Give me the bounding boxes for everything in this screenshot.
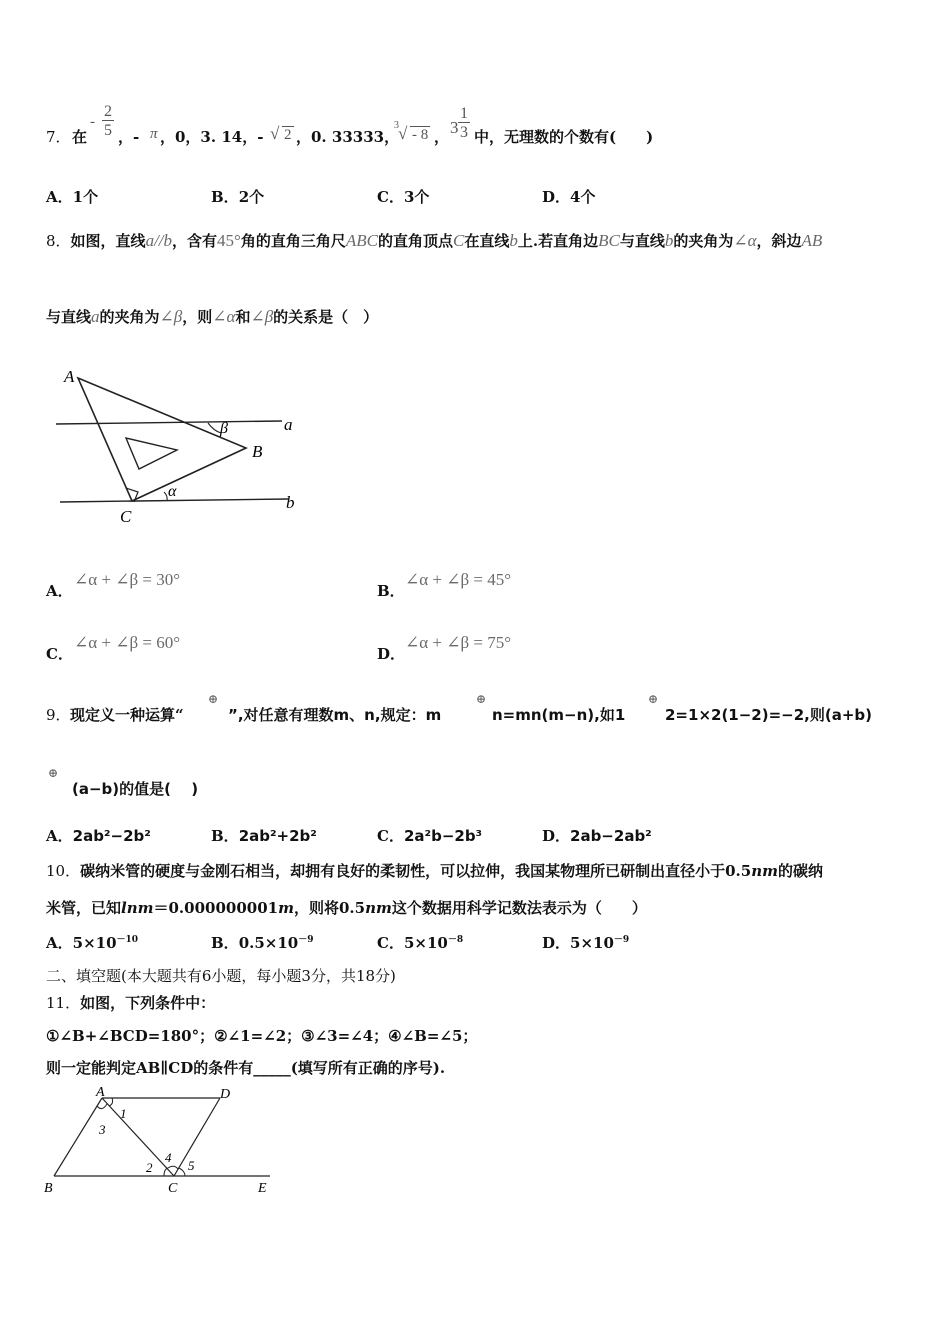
q9-text-3: n=mn(m−n),如1 (492, 706, 626, 724)
q11-label-1: 1 (120, 1106, 127, 1121)
q8-option-d-label[interactable]: D． (377, 645, 406, 663)
q7-cube-index: 3 (394, 120, 399, 131)
q7-tail: 中，无理数的个数有( ) (474, 128, 654, 146)
q11-label-2: 2 (146, 1160, 153, 1175)
q8-line-2: 与直线a的夹角为∠β，则∠α和∠β的关系是（ ） (46, 307, 379, 326)
section-2-heading: 二、填空题(本大题共有6小题，每小题3分，共18分) (46, 967, 396, 985)
q7-sep-2: ，0，3. 14，- (160, 128, 264, 146)
q10-line-2: 米管，已知lnm＝0.000000001m，则将0.5nm这个数据用科学记数法表示为（ ） (46, 899, 647, 917)
q8-triangle-inner (126, 438, 177, 469)
q8-label-alpha: α (168, 483, 177, 500)
q8-option-a-text[interactable]: ∠α + ∠β = 30° (74, 570, 181, 589)
q8-option-a-label[interactable]: A． (46, 582, 73, 600)
q8-line-a (56, 421, 282, 424)
q10-option-d[interactable]: D．$5\times 10^{-9}$ (542, 934, 630, 952)
q7-option-a[interactable]: A．1个 (46, 188, 99, 206)
q7-sqrt-2: 2 (284, 127, 292, 143)
q7-option-d[interactable]: D．4个 (542, 188, 596, 206)
q9-option-b[interactable]: B．2ab²+2b² (211, 827, 317, 845)
q7-neg: - (90, 114, 95, 130)
q9-op-symbol-2: ⊕ (476, 692, 487, 706)
q9-op-symbol-3: ⊕ (648, 692, 659, 706)
q10-line-1: 10．碳纳米管的硬度与金刚石相当，却拥有良好的柔韧性，可以拉伸，我国某物理所已研制出直径小于0.5nm的碳纳 (46, 862, 824, 880)
q8-label-b: b (286, 493, 295, 512)
q9-op-symbol-1: ⊕ (208, 692, 219, 706)
q7-mixed-whole: 3 (450, 118, 459, 137)
q11-line-DC (174, 1098, 220, 1176)
q8-figure (46, 362, 316, 532)
q9-option-d[interactable]: D．2ab−2ab² (542, 827, 652, 845)
q8-option-d-text[interactable]: ∠α + ∠β = 75° (405, 633, 512, 652)
q7-sep-1: ，- (118, 128, 140, 146)
q7-option-b[interactable]: B．2个 (211, 188, 265, 206)
q7-cbrt-sign: √ (398, 124, 408, 143)
q8-alpha-arc (164, 492, 167, 501)
q7-option-c[interactable]: C．3个 (377, 188, 430, 206)
q11-label-B: B (44, 1181, 53, 1196)
q11-label-4: 4 (165, 1150, 172, 1165)
q9-op-symbol-4: ⊕ (48, 766, 59, 780)
q8-label-a: a (284, 415, 293, 434)
q8-option-b-text[interactable]: ∠α + ∠β = 45° (405, 570, 512, 589)
q7-lead: 在 (72, 128, 88, 146)
q9-text-2: ”,对任意有理数m、n,规定：m (228, 706, 442, 724)
q11-arc-5 (179, 1168, 185, 1176)
q10-option-a[interactable]: A．$5\times 10^{-10}$ (46, 934, 139, 952)
q9-option-a[interactable]: A．2ab²−2b² (46, 827, 151, 845)
q9-text-5: (a−b)的值是( ) (72, 780, 199, 798)
q11-arc-1 (109, 1098, 113, 1106)
q11-line-3: 则一定能判定AB∥CD的条件有_____(填写所有正确的序号). (46, 1059, 446, 1077)
q11-label-C: C (168, 1181, 178, 1196)
q9-text-1: 现定义一种运算“ (70, 706, 184, 724)
q10-option-c[interactable]: C．$5\times 10^{-8}$ (377, 934, 464, 952)
q11-label-5: 5 (188, 1158, 195, 1173)
q9-text-4: 2=1×2(1−2)=−2,则(a+b) (665, 706, 873, 724)
q7-sep-3: ，0. 33333， (296, 128, 400, 146)
q11-line-AB (54, 1098, 102, 1176)
q11-figure (40, 1084, 280, 1204)
q11-label-3: 3 (99, 1122, 106, 1137)
q10-option-b[interactable]: B．$0.5\times 10^{-9}$ (211, 934, 314, 952)
q11-arc-4 (168, 1166, 178, 1169)
q8-option-b-label[interactable]: B． (377, 582, 405, 600)
q11-line-AC (102, 1098, 174, 1176)
q7-sqrt-sign: √ (270, 124, 280, 143)
q11-label-D: D (220, 1087, 231, 1102)
q8-label-B: B (252, 442, 263, 461)
q8-label-C: C (120, 507, 132, 526)
q8-option-c-label[interactable]: C． (46, 645, 73, 663)
q8-label-A: A (64, 367, 75, 386)
q8-label-beta: β (220, 420, 228, 437)
q11-label-E: E (258, 1181, 267, 1196)
q11-line-2: ①∠B+∠BCD=180°；②∠1=∠2；③∠3=∠4；④∠B=∠5； (46, 1027, 478, 1045)
q11-line-1: 11．如图，下列条件中： (46, 994, 216, 1012)
q8-option-c-text[interactable]: ∠α + ∠β = 60° (74, 633, 181, 652)
q7-mixed-frac: $\frac{1}{3}$ (460, 105, 468, 141)
q7-frac-2-5: $\frac{2}{5}$ (104, 103, 112, 139)
q7-pi: π (150, 126, 158, 142)
q7-sep-4: ， (434, 128, 450, 146)
q7-cbrt-neg8: - 8 (412, 127, 429, 143)
q8-triangle-outer (78, 378, 246, 501)
q8-line-1: 8．如图，直线a//b，含有45°角的直角三角尺ABC的直角顶点C在直线b上.若直角边BC与直线b的夹角为∠α，斜边AB (46, 231, 823, 250)
q9-number: 9． (46, 706, 71, 724)
q7-number: 7． (46, 128, 71, 146)
q9-option-c[interactable]: C．2a²b−2b³ (377, 827, 483, 845)
q11-label-A: A (96, 1085, 105, 1100)
